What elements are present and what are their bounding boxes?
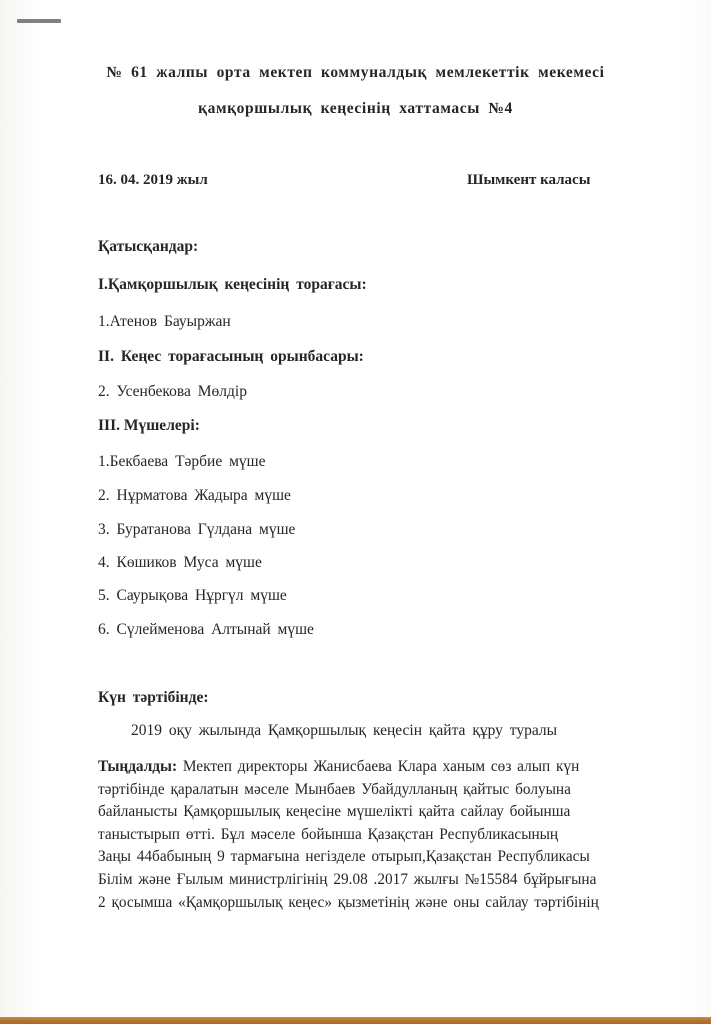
staple-mark: [17, 19, 61, 23]
heard-line-1: Тыңдалды: Мектеп директоры Жанисбаева Клара ханым сөз алып күн: [98, 758, 580, 775]
heard-paragraph: [98, 756, 643, 914]
heard-line: 2 қосымша «Қамқоршылық кеңес» қызметінің және оны сайлау тәртібінің: [98, 893, 599, 911]
agenda-item: 2019 оқу жылында Қамқоршылық кеңесін қайта құру туралы: [131, 722, 557, 739]
chairman-heading: І.Қамқоршылық кеңесінің торағасы:: [98, 276, 367, 293]
member-item: 4. Көшиков Муса мүше: [98, 554, 262, 571]
heard-line: Білім және Ғылым министрлігінің 29.08 .2017 жылғы №15584 бұйрығына: [98, 870, 597, 888]
participants-heading: Қатысқандар:: [98, 238, 199, 255]
heard-line: тәртібінде қаралатын мәселе Мынбаев Убайдулланың қайтыс болуына: [98, 780, 571, 798]
heard-line: таныстырып өтті. Бұл мәселе бойынша Қазақстан Республикасының: [98, 825, 559, 843]
member-item: 2. Нұрматова Жадыра мүше: [98, 487, 291, 504]
deputy-name: 2. Усенбекова Мөлдір: [98, 383, 247, 400]
heard-label: Тыңдалды:: [98, 758, 178, 775]
document-date: 16. 04. 2019 жыл: [98, 172, 208, 188]
heard-line: байланысты Қамқоршылық кеңесіне мүшелікті қайта сайлау бойынша: [98, 803, 571, 821]
member-item: 6. Сүлейменова Алтынай мүше: [98, 621, 314, 638]
page-bottom-edge: [0, 1017, 711, 1024]
member-item: 5. Саурықова Нұргүл мүше: [98, 587, 287, 604]
document-city: Шымкент каласы: [467, 172, 591, 188]
document-title-line1: № 61 жалпы орта мектеп коммуналдық мемлекеттік мекемесі: [106, 64, 605, 81]
agenda-heading: Күн тәртібінде:: [98, 689, 209, 706]
chairman-name: 1.Атенов Бауыржан: [98, 313, 231, 330]
heard-line: Заңы 44бабының 9 тармағына негізделе отырып,Қазақстан Республикасы: [98, 848, 590, 866]
deputy-heading: ІІ. Кеңес торағасының орынбасары:: [98, 348, 364, 365]
document-title-line2: қамқоршылық кеңесінің хаттамасы №4: [198, 100, 513, 117]
members-heading: ІІІ. Мүшелері:: [98, 417, 200, 434]
member-item: 1.Бекбаева Тәрбие мүше: [98, 453, 266, 470]
member-item: 3. Буратанова Гүлдана мүше: [98, 521, 296, 538]
